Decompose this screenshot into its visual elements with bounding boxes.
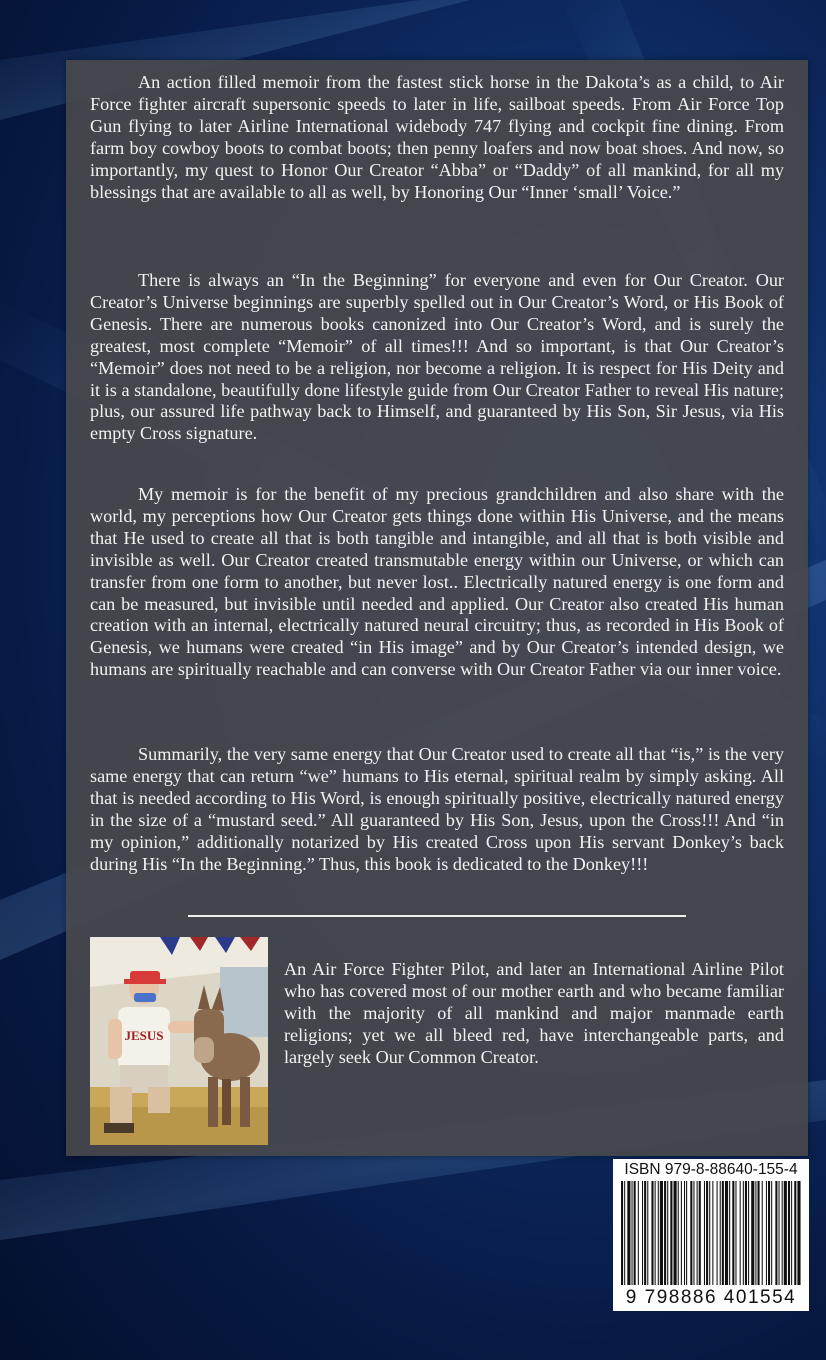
- paragraph-3: My memoir is for the benefit of my precious grandchildren and also share with the world, my perceptions how Our Creator gets things done within His Universe, and the means that He used to create all that is both tangible and intangible, and all that is both visible and invisible as well. Our Creator created transmutable energy within our Universe, or which can transfer from one form to another, but never lost.. Electrically natured energy is one form and can be measured, but invisible until needed and applied. Our Creator also created His human creation with an internal, electrically natured neural circuitry; thus, as recorded in His Book of Genesis, we humans were created “in His image” and by Our Creator’s intended design, we humans are spiritually reachable and can converse with Our Creator Father via our inner voice.: [90, 484, 784, 680]
- barcode-bar: [627, 1181, 630, 1285]
- barcode-bar: [768, 1181, 770, 1285]
- barcode-bar: [634, 1181, 636, 1285]
- divider-line: [188, 915, 686, 917]
- barcode-bar: [788, 1181, 790, 1285]
- barcode-bar: [745, 1181, 747, 1285]
- author-with-donkey-illustration: [90, 937, 268, 1145]
- barcode-bar: [686, 1181, 687, 1285]
- barcode-bar: [674, 1181, 677, 1285]
- barcode-bar: [735, 1181, 736, 1285]
- barcode-bar: [644, 1181, 646, 1285]
- barcode-bar: [709, 1181, 710, 1285]
- barcode-bar: [766, 1181, 767, 1285]
- barcode-bar: [681, 1181, 682, 1285]
- barcode-bar: [655, 1181, 656, 1285]
- barcode-bar: [690, 1181, 692, 1285]
- barcode-bar: [771, 1181, 772, 1285]
- barcode-bar: [779, 1181, 780, 1285]
- barcode-bar: [791, 1181, 792, 1285]
- barcode-bar: [670, 1181, 672, 1285]
- barcode-bar: [706, 1181, 708, 1285]
- barcode-bar: [678, 1181, 679, 1285]
- barcode-bar: [642, 1181, 643, 1285]
- barcode-digits: 9 798886 401554: [625, 1287, 797, 1308]
- paragraph-2: There is always an “In the Beginning” for everyone and even for Our Creator. Our Creator’s Universe beginnings are superbly spelled out in Our Creator’s Word, or His Book of Genesis. There are numerous books canonized into Our Creator’s Word, and is surely the greatest, most complete “Memoir” of all times!!! And so important, is that Our Creator’s “Memoir” does not need to be a religion, nor become a religion. It is respect for His Deity and it is a standalone, beautifully done lifestyle guide from Our Creator Father to reveal His nature; plus, our assured life pathway back to Himself, and guaranteed by His Son, Sir Jesus, via His empty Cross signature.: [90, 270, 784, 444]
- barcode-bar: [651, 1181, 653, 1285]
- isbn-barcode: [613, 1159, 809, 1311]
- barcode-bar: [784, 1181, 787, 1285]
- barcode-bar: [782, 1181, 783, 1285]
- barcode-bar: [755, 1181, 756, 1285]
- barcode-bar: [684, 1181, 685, 1285]
- author-bio: An Air Force Fighter Pilot, and later an International Airline Pilot who has covered most of our mother earth and who became familiar with the majority of all mankind and major manmade earth religions; yet we all bleed red, have interchangeable parts, and largely seek Our Common Creator.: [284, 959, 784, 1067]
- barcode-bar: [794, 1181, 796, 1285]
- barcode-bar: [712, 1181, 713, 1285]
- barcode-bar: [762, 1181, 763, 1285]
- barcode-bar: [699, 1181, 701, 1285]
- barcode-bar: [775, 1181, 777, 1285]
- shirt-text: JESUS: [124, 1028, 164, 1043]
- barcode-bar: [632, 1181, 633, 1285]
- barcode-bar: [647, 1181, 648, 1285]
- barcode-bar: [758, 1181, 760, 1285]
- barcode-bar: [660, 1181, 663, 1285]
- barcode-bar: [748, 1181, 749, 1285]
- barcode-bar: [751, 1181, 754, 1285]
- barcode-bar: [729, 1181, 730, 1285]
- barcode-bar: [658, 1181, 659, 1285]
- barcode-bar: [732, 1181, 734, 1285]
- barcode-bar: [717, 1181, 718, 1285]
- barcode-bar: [667, 1181, 668, 1285]
- barcode-bar: [621, 1181, 623, 1285]
- paragraph-1: An action filled memoir from the fastest stick horse in the Dakota’s as a child, to Air Force fighter aircraft supersonic speeds to later in life, sailboat speeds. From Air Force Top Gun flying to later Airline International widebody 747 flying and cockpit fine dining. From farm boy cowboy boots to combat boots; then penny loafers and now boat shoes. And now, so importantly, my quest to Honor Our Creator “Abba” or “Daddy” of all mankind, for all my blessings that are available to all as well, by Honoring Our “Inner ‘small’ Voice.”: [90, 72, 784, 202]
- barcode-bar: [725, 1181, 728, 1285]
- author-photo: [90, 937, 268, 1145]
- barcode-bar: [704, 1181, 705, 1285]
- barcode-bar: [740, 1181, 741, 1285]
- barcode-bars: [619, 1181, 803, 1285]
- barcode-bar: [638, 1181, 639, 1285]
- barcode-bar: [693, 1181, 694, 1285]
- isbn-label: ISBN 979-8-88640-155-4: [624, 1161, 798, 1178]
- barcode-bar: [664, 1181, 666, 1285]
- barcode-bar: [797, 1181, 800, 1285]
- paragraph-4: Summarily, the very same energy that Our Creator used to create all that “is,” is the very same energy that can return “we” humans to His eternal, spiritual realm by simply asking. All that is needed according to His Word, is enough spiritually positive, electrically natured energy in the size of a “mustard seed.” All guaranteed by His Son, Jesus, upon the Cross!!! And “in my opinion,” additionally notarized by His created Cross upon His servant Donkey’s back during His “In the Beginning.” Thus, this book is dedicated to the Donkey!!!: [90, 744, 784, 874]
- barcode-bar: [720, 1181, 721, 1285]
- barcode-bar: [743, 1181, 744, 1285]
- barcode-bar: [722, 1181, 724, 1285]
- barcode-bar: [624, 1181, 625, 1285]
- barcode-bar: [697, 1181, 698, 1285]
